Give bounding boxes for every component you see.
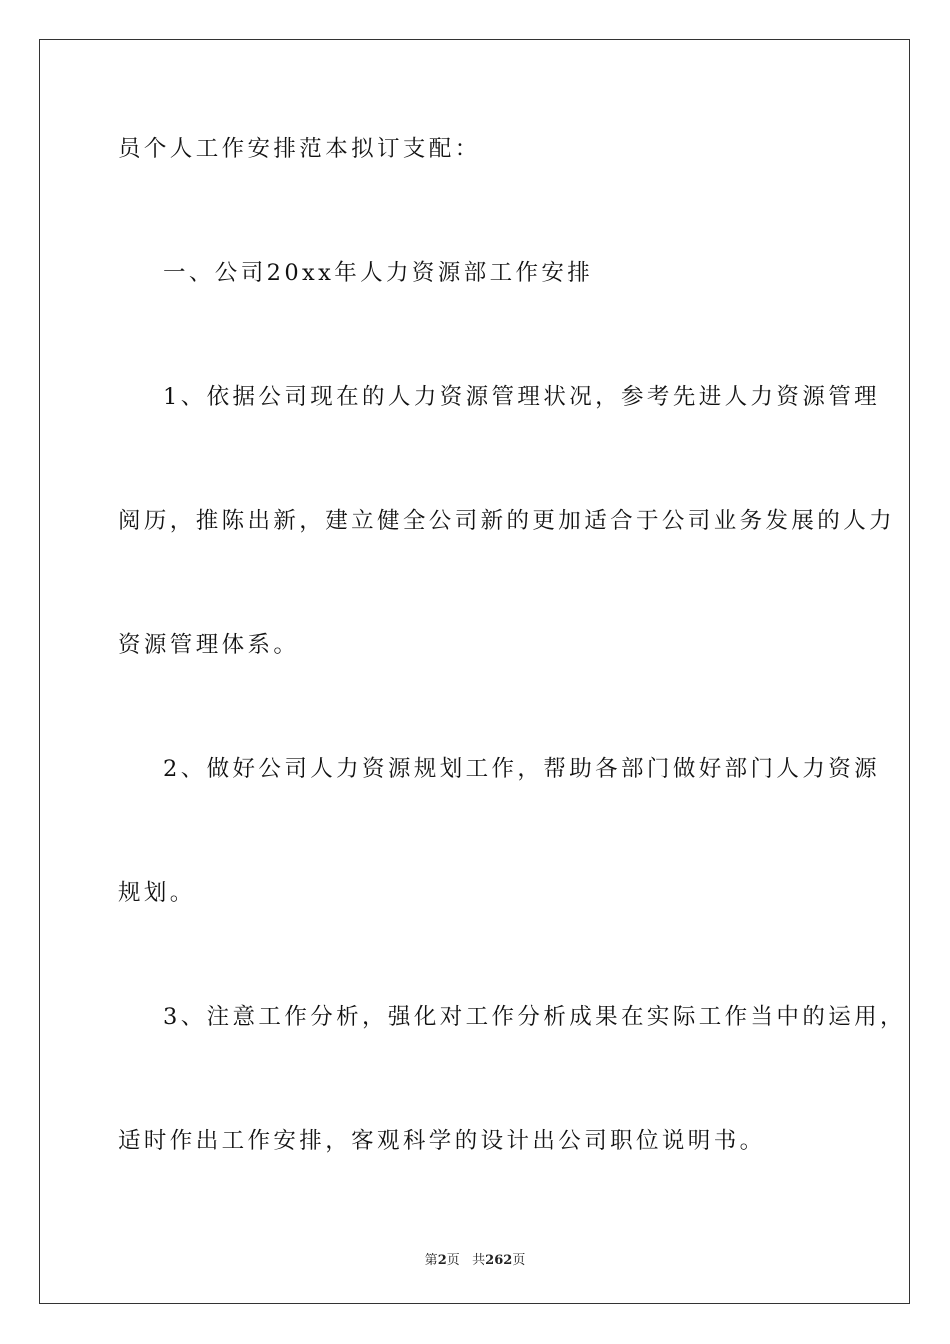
section-heading: 一、公司20xx年人力资源部工作安排 — [163, 260, 594, 286]
text-line-7: 规划。 — [118, 880, 196, 906]
footer-page-number: 2 — [437, 1253, 447, 1268]
text-line-8: 3、注意工作分析，强化对工作分析成果在实际工作当中的运用， — [163, 1004, 906, 1030]
text-line-5: 资源管理体系。 — [118, 632, 300, 658]
page-frame — [39, 39, 910, 1304]
text-line-9: 适时作出工作安排，客观科学的设计出公司职位说明书。 — [118, 1128, 766, 1154]
page-footer — [0, 1249, 950, 1268]
footer-total-prefix: 共 — [472, 1253, 486, 1268]
text-line-3: 1、依据公司现在的人力资源管理状况，参考先进人力资源管理 — [163, 384, 881, 410]
text-line-1: 员个人工作安排范本拟订支配： — [118, 136, 481, 162]
footer-total-pages: 262 — [485, 1253, 513, 1268]
footer-page-prefix: 第 — [424, 1253, 438, 1268]
footer-page-suffix: 页 — [446, 1253, 460, 1268]
text-line-6: 2、做好公司人力资源规划工作，帮助各部门做好部门人力资源 — [163, 756, 881, 782]
footer-total-suffix: 页 — [512, 1253, 526, 1268]
text-line-4: 阅历，推陈出新，建立健全公司新的更加适合于公司业务发展的人力 — [118, 508, 896, 534]
